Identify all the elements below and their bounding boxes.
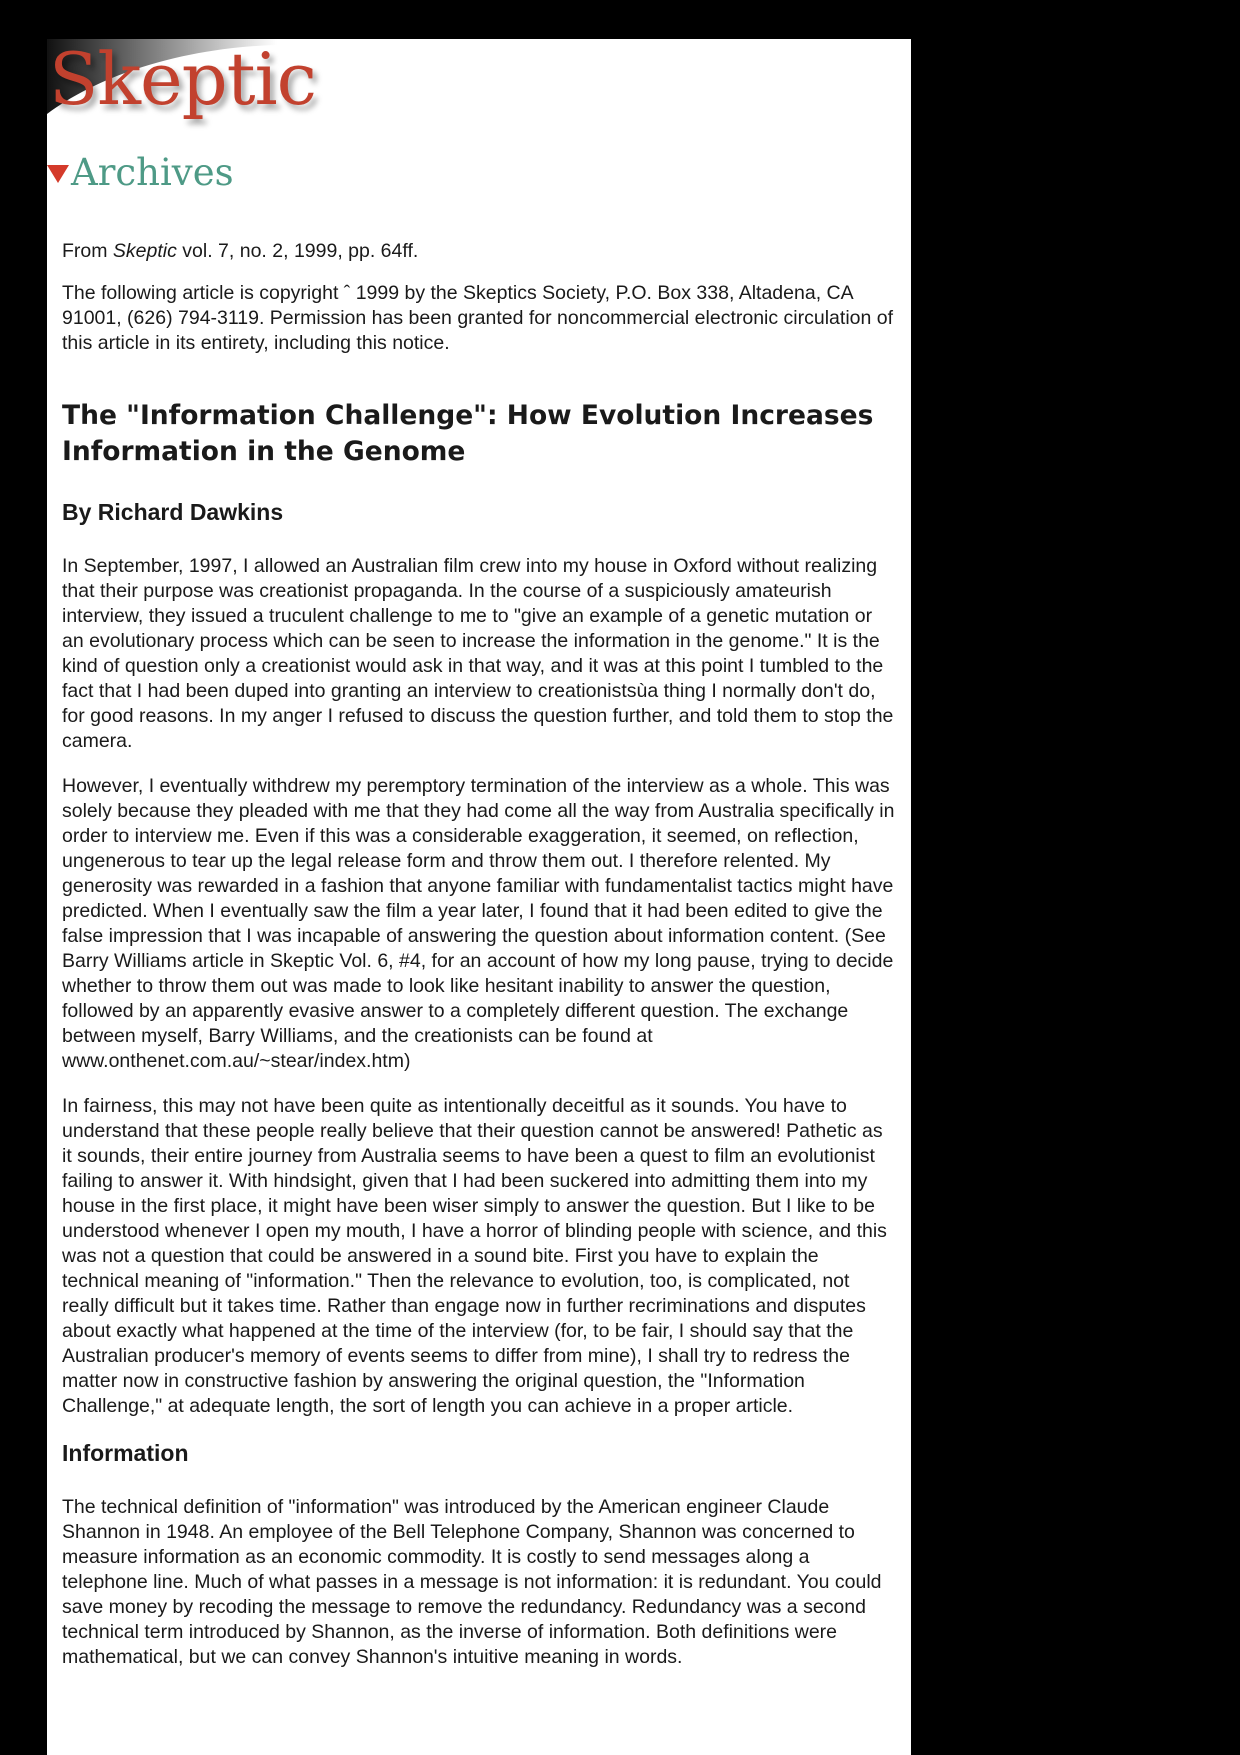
article-paragraph: In fairness, this may not have been quite as intentionally deceitful as it sounds. You have to understand that these people really believe that their question cannot be answered! Pathetic as it sounds, their entire journey from Australia seems to have been a quest to film an evolutionist failing to answer it. With hindsight, given that I had been suckered into admitting them into my house in the first place, it might have been wiser simply to answer the question. But I like to be understood whenever I open my mouth, I have a horror of blinding people with science, and this was not a question that could be answered in a sound bite. First you have to explain the technical meaning of "information." Then the relevance to evolution, too, is complicated, not really difficult but it takes time. Rather than engage now in further recriminations and disputes about exactly what happened at the time of the interview (for, to be fair, I should say that the Australian producer's memory of events seems to differ from mine), I shall try to redress the matter now in constructive fashion by answering the original question, the "Information Challenge," at adequate length, the sort of length you can achieve in a proper article. [62,1095,887,1417]
magazine-name: Skeptic [112,240,177,262]
article-content [62,239,897,1690]
article-byline: By Richard Dawkins [62,499,284,525]
article-paragraph: The technical definition of "information" was introduced by the American engineer Claude Shannon in 1948. An employee of the Bell Telephone Company, Shannon was concerned to measure information as an economic commodity. It is costly to send messages along a telephone line. Much of what passes in a message is not information: it is redundant. You could save money by recoding the message to remove the redundancy. Redundancy was a second technical term introduced by Shannon, as the inverse of information. Both definitions were mathematical, but we can convey Shannon's intuitive meaning in words. [62,1496,882,1668]
skeptic-logo[interactable] [47,39,347,149]
source-citation [62,239,897,264]
article-paragraph: In September, 1997, I allowed an Australian film crew into my house in Oxford without realizing that their purpose was creationist propaganda. In the course of a suspiciously amateurish interview, they issued a truculent challenge to me to "give an example of a genetic mutation or an evolutionary process which can be seen to increase the information in the genome." It is the kind of question only a creationist would ask in that way, and it was at this point I tumbled to the fact that I had been duped into granting an interview to creationistsùa thing I normally don't do, for good reasons. In my anger I refused to discuss the question further, and told them to stop the camera. [62,555,894,752]
source-prefix: From [62,240,113,262]
archives-link[interactable] [47,151,234,194]
logo-text: Skeptic [49,39,316,121]
triangle-down-icon [47,165,69,183]
document-page [47,39,911,1755]
source-details: vol. 7, no. 2, 1999, pp. 64ff. [176,240,419,262]
archives-label: Archives [71,151,234,194]
article-title: The "Information Challenge": How Evolution Increases Information in the Genome [62,400,874,467]
copyright-notice: The following article is copyright ˆ 1999 by the Skeptics Society, P.O. Box 338, Altadena, CA 91001, (626) 794-3119. Permission has been granted for noncommercial electronic circulation of this article in its entirety, including this notice. [62,282,894,354]
section-heading: Information [62,1440,189,1466]
article-paragraph: However, I eventually withdrew my peremptory termination of the interview as a whole. This was solely because they pleaded with me that they had come all the way from Australia specifically in order to interview me. Even if this was a considerable exaggeration, it seemed, on reflection, ungenerous to tear up the legal release form and throw them out. I therefore relented. My generosity was rewarded in a fashion that anyone familiar with fundamentalist tactics might have predicted. When I eventually saw the film a year later, I found that it had been edited to give the false impression that I was incapable of answering the question about information content. (See Barry Williams article in Skeptic Vol. 6, #4, for an account of how my long pause, trying to decide whether to throw them out was made to look like hesitant inability to answer the question, followed by an apparently evasive answer to a completely different question. The exchange between myself, Barry Williams, and the creationists can be found at www.onthenet.com.au/~stear/index.htm) [62,775,895,1072]
